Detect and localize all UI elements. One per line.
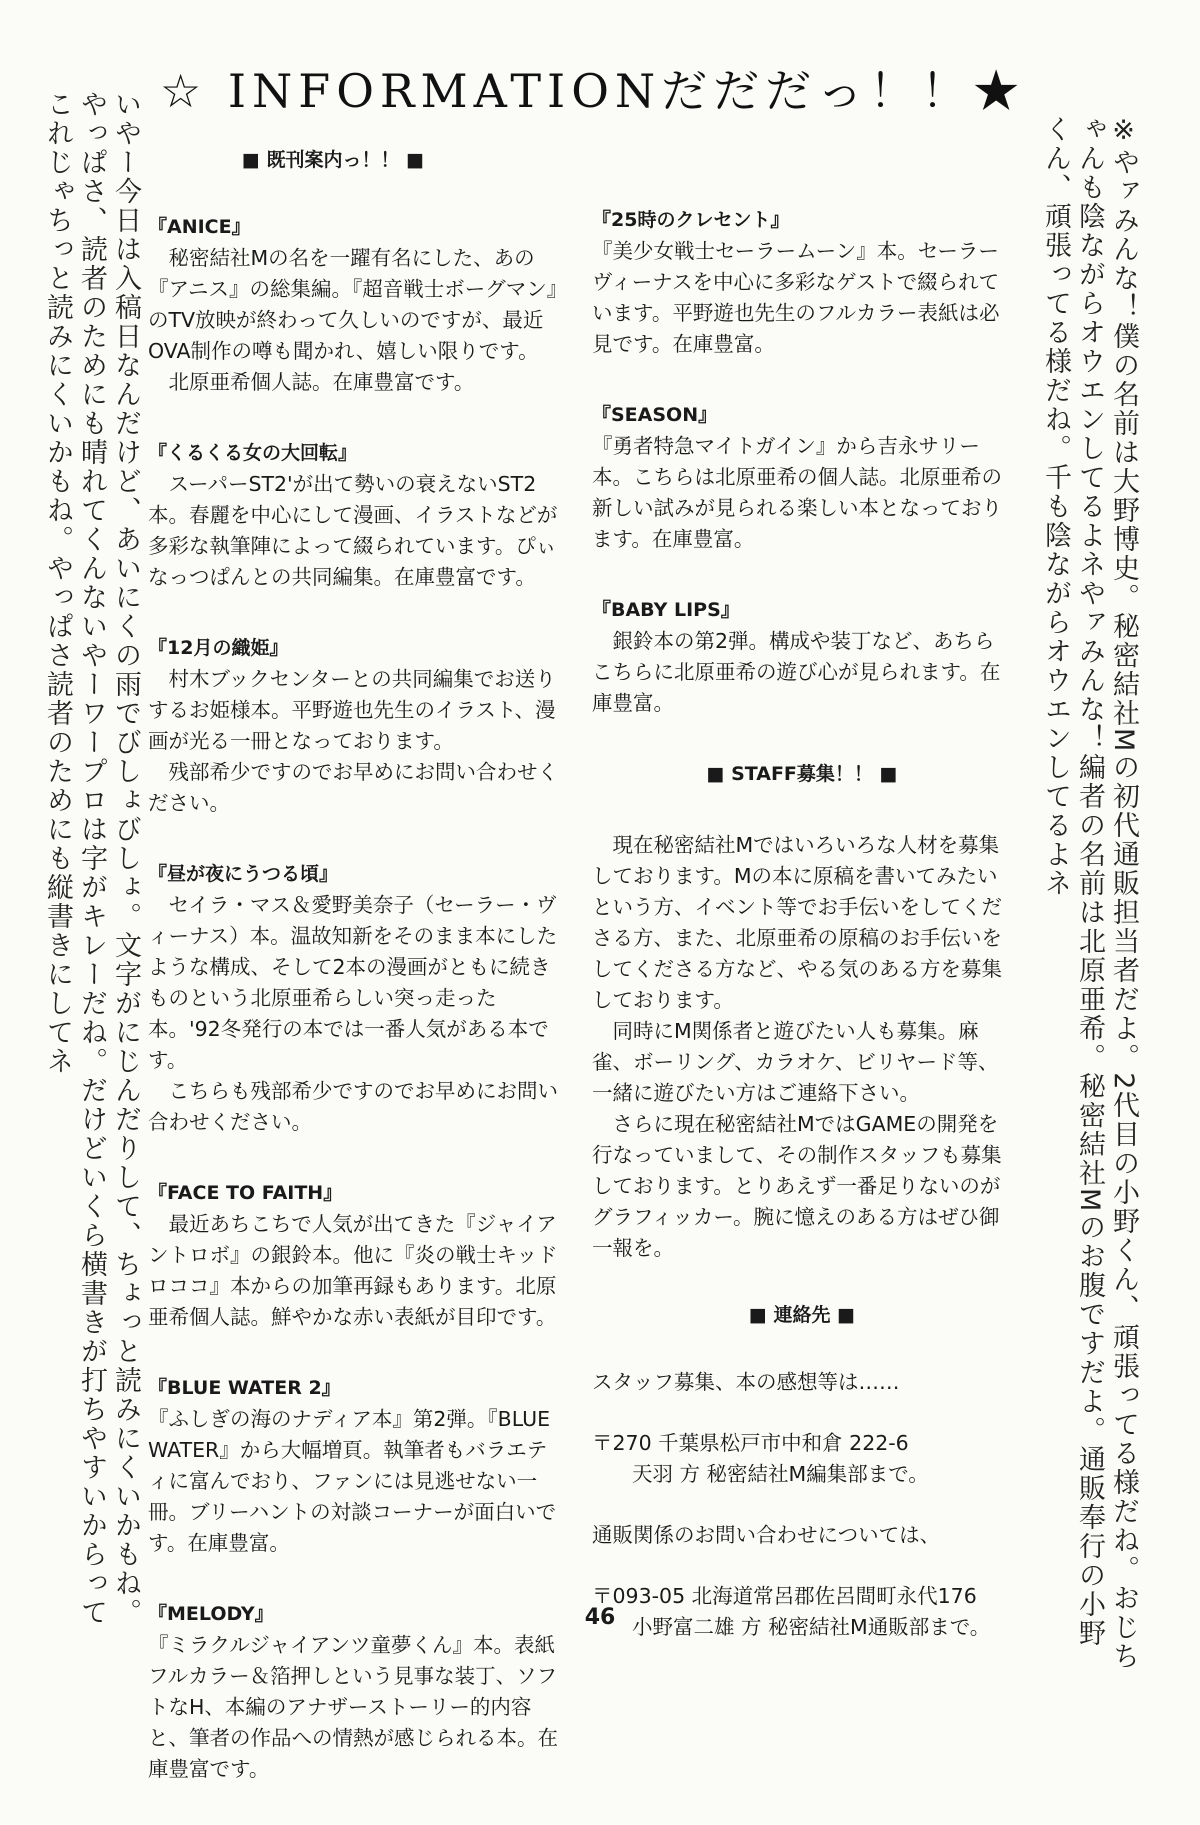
published-column (148, 145, 563, 1825)
book-description: 村木ブックセンターとの共同編集でお送りするお姫様本。平野遊也先生のイラスト、漫画が光る一冊となっております。 残部希少ですのでお早めにお問い合わせください。 (148, 667, 558, 815)
book-description: 『ミラクルジャイアンツ童夢くん』本。表紙フルカラー＆箔押しという見事な装丁、ソフトなH、本編のアナザーストーリー的内容と、筆者の作品への情熱が感じられる本。在庫豊富です。 (148, 1633, 558, 1781)
book-description: スーパーST2'が出て勢いの衰えないST2本。春麗を中心にして漫画、イラストなどが多彩な執筆陣によって綴られています。ぴぃなっつぱんとの共同編集。在庫豊富です。 (148, 472, 558, 589)
editorial-recipient: 天羽 方 秘密結社M編集部まで。 (632, 1462, 929, 1486)
handwritten-note-left: いやー今日は入稿日なんだけど、あいにくの雨でびしょびしょ。文字がにじんだりして、ちょっと読みにくいかもね。やっぱさ、読者のためにも晴れてくんないやーワープロは字がキレーだね。だけどいくら横書きが打ちやすいからってこれじゃちっと読みにくいかもね。やっぱさ読者のためにも縦書きにしてネ (42, 90, 141, 1627)
mail-order-recipient: 小野富二雄 方 秘密結社M通販部まで。 (632, 1615, 991, 1639)
contact-staff-line: スタッフ募集、本の感想等は…… (592, 1370, 900, 1394)
book-description: 秘密結社Mの名を一躍有名にした、あの『アニス』の総集編。『超音戦士ボーグマン』のTV放映が終わって久しいのですが、最近OVA制作の噂も聞かれ、嬉しい限りです。 北原亜希個人誌。在庫豊富です。 (148, 246, 557, 394)
book-entry (592, 400, 1012, 555)
mail-order-address: 〒093-05 北海道常呂郡佐呂間町永代176 (592, 1584, 977, 1608)
book-description: 『美少女戦士セーラームーン』本。セーラーヴィーナスを中心に多彩なゲストで綴られています。平野遊也先生のフルカラー表紙は必見です。在庫豊富。 (592, 239, 1000, 356)
mail-order-line: 通販関係のお問い合わせについては、 (592, 1523, 941, 1547)
book-title: 『BABY LIPS』 (592, 599, 740, 621)
staff-paragraph: 現在秘密結社Mではいろいろな人材を募集しております。Mの本に原稿を書いてみたいという方、イベント等でお手伝いをしてくださる方、また、北原亜希の原稿のお手伝いをしてくださる方など、やる気のある方を募集しております。 (592, 833, 1002, 1012)
page-title: ☆ INFORMATIONだだだっ！！★ (160, 64, 1026, 118)
book-entry (148, 633, 563, 819)
book-entry (148, 212, 563, 398)
book-title: 『BLUE WATER 2』 (148, 1377, 341, 1399)
book-title: 『昼が夜にうつる頃』 (148, 863, 339, 885)
published-heading: ■ 既刊案内っ！！ ■ (241, 149, 425, 171)
book-description: 最近あちこちで人気が出てきた『ジャイアントロボ』の銀鈴本。他に『炎の戦士キッドロココ』本からの加筆再録もあります。北原亜希個人誌。鮮やかな赤い表紙が目印です。 (148, 1212, 558, 1329)
book-entry (592, 595, 1012, 719)
book-description: 『ふしぎの海のナディア本』第2弾。『BLUE WATER』から大幅増頁。執筆者もバラエティに富んでおり、ファンには見逃せない一冊。ブリーハントの対談コーナーが面白いです。在庫豊富。 (148, 1407, 557, 1555)
book-entry (592, 205, 1012, 360)
book-entry (148, 1178, 563, 1333)
book-entry (148, 1599, 563, 1785)
book-entry (148, 859, 563, 1138)
book-title: 『SEASON』 (592, 404, 718, 426)
book-title: 『ANICE』 (148, 216, 251, 238)
right-column (592, 205, 1012, 1673)
book-entry (148, 1373, 563, 1559)
book-description: セイラ・マス＆愛野美奈子（セーラー・ヴィーナス）本。温故知新をそのまま本にしたような構成、そして2本の漫画がともに続きものという北原亜希らしい突っ走った本。'92冬発行の本では一番人気がある本です。 こちらも残部希少ですのでお早めにお問い合わせください。 (148, 893, 558, 1134)
book-title: 『12月の織姫』 (148, 637, 289, 659)
book-title: 『FACE TO FAITH』 (148, 1182, 343, 1204)
staff-paragraph: 同時にM関係者と遊びたい人も募集。麻雀、ボーリング、カラオケ、ビリヤード等、一緒に遊びたい方はご連絡下さい。 (592, 1019, 999, 1105)
staff-paragraph: さらに現在秘密結社MではGAMEの開発を行なっていまして、その制作スタッフも募集しております。とりあえず一番足りないのがグラフィッカー。腕に憶えのある方はぜひ御一報を。 (592, 1112, 1002, 1260)
book-entry (148, 438, 563, 593)
book-title: 『25時のクレセント』 (592, 209, 790, 231)
page-number: 46 (584, 1605, 616, 1630)
editorial-address: 〒270 千葉県松戸市中和倉 222-6 (592, 1431, 909, 1455)
book-title: 『MELODY』 (148, 1603, 274, 1625)
contact-heading: ■ 連絡先 ■ (748, 1304, 856, 1326)
book-title: 『くるくる女の大回転』 (148, 442, 358, 464)
handwritten-note-right: ※やァみんな！僕の名前は大野博史。秘密結社Mの初代通販担当者だよ。2代目の小野くん、頑張ってる様だね。おじちゃんも陰ながらオウエンしてるよネやァみんな！編者の名前は北原亜希。秘密結社Mのお腹ですだよ。通販奉行の小野くん、頑張ってる様だね。千も陰ながらオウエンしてるよネ (1040, 115, 1139, 1672)
book-description: 銀鈴本の第2弾。構成や装丁など、あちらこちらに北原亜希の遊び心が見られます。在庫豊富。 (592, 629, 1001, 715)
staff-heading: ■ STAFF募集！！ ■ (706, 763, 898, 785)
book-description: 『勇者特急マイトガイン』から吉永サリー本。こちらは北原亜希の個人誌。北原亜希の新しい試みが見られる楽しい本となっております。在庫豊富。 (592, 434, 1002, 551)
